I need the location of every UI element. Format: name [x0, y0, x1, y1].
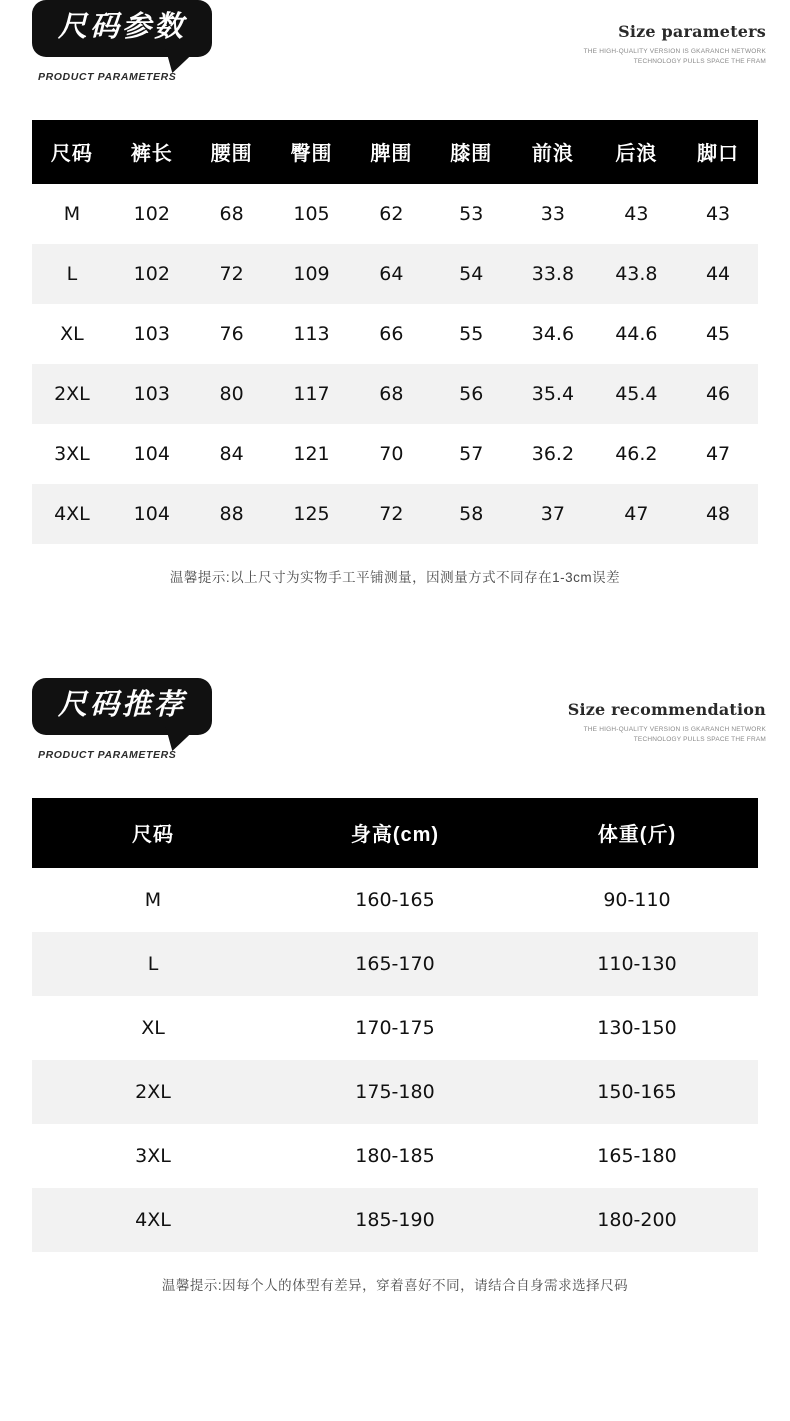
table-header-row	[32, 120, 758, 184]
cell-waist: 68	[192, 184, 272, 244]
column-header-size: 尺码	[32, 798, 274, 868]
size-parameters-en-subtitle-line2: TECHNOLOGY PULLS SPACE THE FRAM	[633, 57, 766, 65]
cell-size: 3XL	[32, 1124, 274, 1188]
cell-waist: 84	[192, 424, 272, 484]
cell-weight: 90-110	[516, 868, 758, 932]
column-header-thigh: 脾围	[351, 120, 431, 184]
badge-tail-icon	[162, 727, 197, 751]
cell-thigh: 68	[351, 364, 431, 424]
cell-knee: 55	[431, 304, 511, 364]
size-parameters-badge	[32, 0, 212, 57]
size-recommendation-badge-text: 尺码推荐	[58, 689, 187, 721]
table-row	[32, 1060, 758, 1124]
column-header-knee: 膝围	[431, 120, 511, 184]
column-header-size: 尺码	[32, 120, 112, 184]
size-recommendation-note: 温馨提示:因每个人的体型有差异，穿着喜好不同，请结合自身需求选择尺码	[161, 1278, 629, 1293]
table-row	[32, 484, 758, 544]
size-recommendation-table	[32, 798, 758, 1252]
size-recommendation-en-subtitle-line2: TECHNOLOGY PULLS SPACE THE FRAM	[633, 735, 766, 743]
table-row	[32, 868, 758, 932]
size-parameters-section	[0, 0, 790, 586]
column-header-back-rise: 后浪	[595, 120, 678, 184]
cell-thigh: 62	[351, 184, 431, 244]
cell-leg-opening: 44	[678, 244, 758, 304]
cell-weight: 165-180	[516, 1124, 758, 1188]
column-header-height: 身高(cm)	[274, 798, 516, 868]
table-row	[32, 1188, 758, 1252]
size-parameters-badge-subtitle: PRODUCT PARAMETERS	[38, 71, 177, 83]
column-header-weight: 体重(斤)	[516, 798, 758, 868]
cell-size: L	[32, 244, 112, 304]
size-parameters-en-subtitle	[584, 47, 766, 67]
cell-weight: 150-165	[516, 1060, 758, 1124]
cell-hip: 109	[272, 244, 352, 304]
cell-back-rise: 43	[595, 184, 678, 244]
table-row	[32, 244, 758, 304]
cell-knee: 57	[431, 424, 511, 484]
cell-size: 2XL	[32, 1060, 274, 1124]
cell-waist: 80	[192, 364, 272, 424]
cell-size: 2XL	[32, 364, 112, 424]
cell-hip: 121	[272, 424, 352, 484]
cell-size: M	[32, 868, 274, 932]
table-row	[32, 364, 758, 424]
cell-back-rise: 46.2	[595, 424, 678, 484]
size-recommendation-badge-subtitle: PRODUCT PARAMETERS	[38, 749, 177, 761]
cell-size: L	[32, 932, 274, 996]
cell-pant-length: 102	[112, 184, 192, 244]
cell-thigh: 72	[351, 484, 431, 544]
cell-size: XL	[32, 996, 274, 1060]
cell-pant-length: 104	[112, 484, 192, 544]
table-row	[32, 424, 758, 484]
cell-thigh: 70	[351, 424, 431, 484]
table-row	[32, 996, 758, 1060]
cell-waist: 72	[192, 244, 272, 304]
cell-knee: 54	[431, 244, 511, 304]
size-parameters-en-block	[584, 22, 766, 67]
size-parameters-note: 温馨提示:以上尺寸为实物手工平铺测量，因测量方式不同存在1-3cm误差	[169, 570, 621, 585]
cell-leg-opening: 46	[678, 364, 758, 424]
cell-front-rise: 36.2	[511, 424, 594, 484]
section-spacer	[0, 586, 790, 678]
cell-hip: 117	[272, 364, 352, 424]
size-parameters-table	[32, 120, 758, 544]
cell-hip: 125	[272, 484, 352, 544]
cell-back-rise: 43.8	[595, 244, 678, 304]
size-recommendation-section	[0, 678, 790, 1294]
cell-front-rise: 33.8	[511, 244, 594, 304]
cell-leg-opening: 45	[678, 304, 758, 364]
cell-height: 160-165	[274, 868, 516, 932]
cell-pant-length: 102	[112, 244, 192, 304]
cell-weight: 110-130	[516, 932, 758, 996]
cell-weight: 180-200	[516, 1188, 758, 1252]
cell-front-rise: 35.4	[511, 364, 594, 424]
cell-front-rise: 37	[511, 484, 594, 544]
size-parameters-en-subtitle-line1: THE HIGH-QUALITY VERSION IS GKARANCH NETWORK	[583, 48, 766, 55]
cell-leg-opening: 43	[678, 184, 758, 244]
column-header-pant-length: 裤长	[112, 120, 192, 184]
cell-hip: 113	[272, 304, 352, 364]
badge-tail-icon	[162, 49, 197, 73]
column-header-waist: 腰围	[192, 120, 272, 184]
cell-waist: 76	[192, 304, 272, 364]
cell-pant-length: 103	[112, 364, 192, 424]
size-recommendation-badge-wrap	[32, 678, 212, 761]
size-parameters-header	[0, 0, 790, 120]
cell-size: M	[32, 184, 112, 244]
cell-pant-length: 103	[112, 304, 192, 364]
cell-leg-opening: 48	[678, 484, 758, 544]
table-row	[32, 1124, 758, 1188]
table-header-row	[32, 798, 758, 868]
cell-back-rise: 45.4	[595, 364, 678, 424]
cell-thigh: 64	[351, 244, 431, 304]
cell-height: 170-175	[274, 996, 516, 1060]
table-row	[32, 932, 758, 996]
cell-height: 180-185	[274, 1124, 516, 1188]
size-recommendation-en-subtitle-line1: THE HIGH-QUALITY VERSION IS GKARANCH NETWORK	[583, 726, 766, 733]
cell-height: 175-180	[274, 1060, 516, 1124]
size-parameters-badge-text: 尺码参数	[58, 11, 187, 43]
cell-size: XL	[32, 304, 112, 364]
cell-leg-opening: 47	[678, 424, 758, 484]
size-parameters-badge-wrap	[32, 0, 212, 83]
size-recommendation-en-block	[568, 700, 766, 745]
cell-thigh: 66	[351, 304, 431, 364]
cell-front-rise: 34.6	[511, 304, 594, 364]
size-parameters-en-title: Size parameters	[618, 22, 766, 41]
table-row	[32, 184, 758, 244]
cell-weight: 130-150	[516, 996, 758, 1060]
cell-size: 3XL	[32, 424, 112, 484]
size-recommendation-badge	[32, 678, 212, 735]
cell-size: 4XL	[32, 1188, 274, 1252]
cell-knee: 58	[431, 484, 511, 544]
column-header-hip: 臀围	[272, 120, 352, 184]
column-header-leg-opening: 脚口	[678, 120, 758, 184]
cell-height: 165-170	[274, 932, 516, 996]
size-recommendation-header	[0, 678, 790, 798]
size-recommendation-en-title: Size recommendation	[567, 700, 766, 719]
cell-back-rise: 44.6	[595, 304, 678, 364]
cell-knee: 53	[431, 184, 511, 244]
column-header-front-rise: 前浪	[511, 120, 594, 184]
cell-front-rise: 33	[511, 184, 594, 244]
size-recommendation-en-subtitle	[568, 725, 766, 745]
cell-waist: 88	[192, 484, 272, 544]
table-row	[32, 304, 758, 364]
cell-size: 4XL	[32, 484, 112, 544]
cell-height: 185-190	[274, 1188, 516, 1252]
cell-pant-length: 104	[112, 424, 192, 484]
cell-knee: 56	[431, 364, 511, 424]
cell-back-rise: 47	[595, 484, 678, 544]
cell-hip: 105	[272, 184, 352, 244]
